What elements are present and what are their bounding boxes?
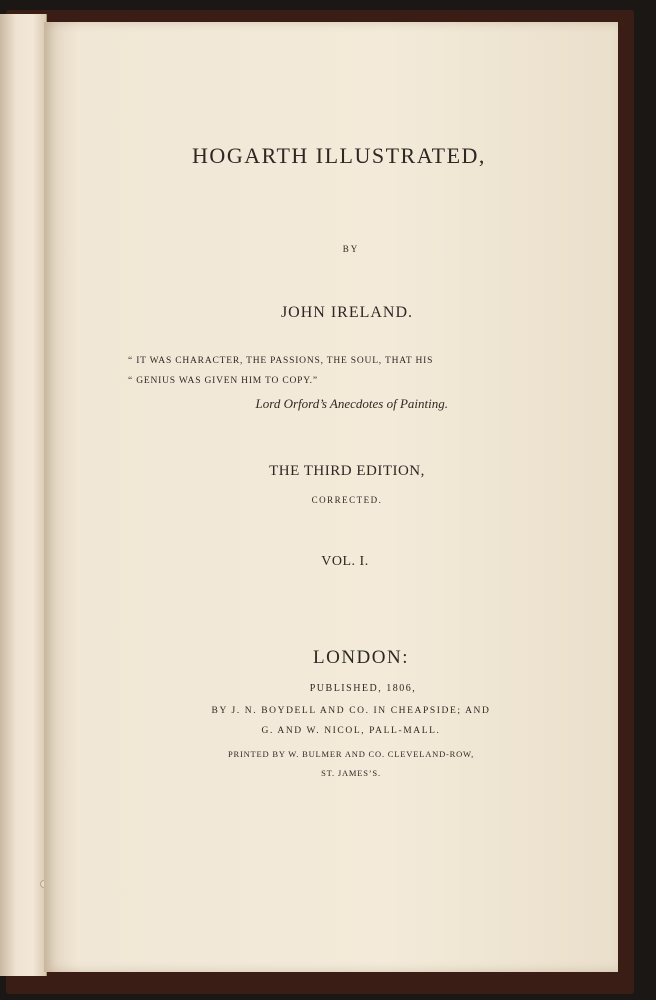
imprint-city: LONDON:: [313, 647, 409, 668]
quote-source: Lord Orford’s Anecdotes of Painting.: [255, 396, 448, 411]
quote-line-1: “ IT WAS CHARACTER, THE PASSIONS, THE SOUL, THAT HIS: [128, 356, 434, 366]
imprint-publisher-1: BY J. N. BOYDELL AND CO. IN CHEAPSIDE; AND: [211, 706, 491, 716]
imprint-published: PUBLISHED, 1806,: [309, 683, 417, 694]
title-page: [44, 22, 618, 972]
quote-line-2: “ GENIUS WAS GIVEN HIM TO COPY.”: [128, 376, 318, 386]
imprint-printer-2: ST. JAMES’S.: [321, 768, 381, 778]
by-label: BY: [342, 244, 360, 254]
author-name: JOHN IRELAND.: [280, 304, 414, 321]
imprint-printer-1: PRINTED BY W. BULMER AND CO. CLEVELAND-ROW,: [227, 749, 475, 759]
imprint-publisher-2: G. AND W. NICOL, PALL-MALL.: [261, 726, 441, 736]
edition: THE THIRD EDITION,: [269, 463, 425, 479]
volume-label: VOL. I.: [321, 554, 369, 569]
book-title: HOGARTH ILLUSTRATED,: [192, 143, 486, 168]
title-page-content: [44, 22, 618, 972]
corrected-label: CORRECTED.: [311, 495, 383, 505]
left-page-edge: [0, 14, 47, 976]
